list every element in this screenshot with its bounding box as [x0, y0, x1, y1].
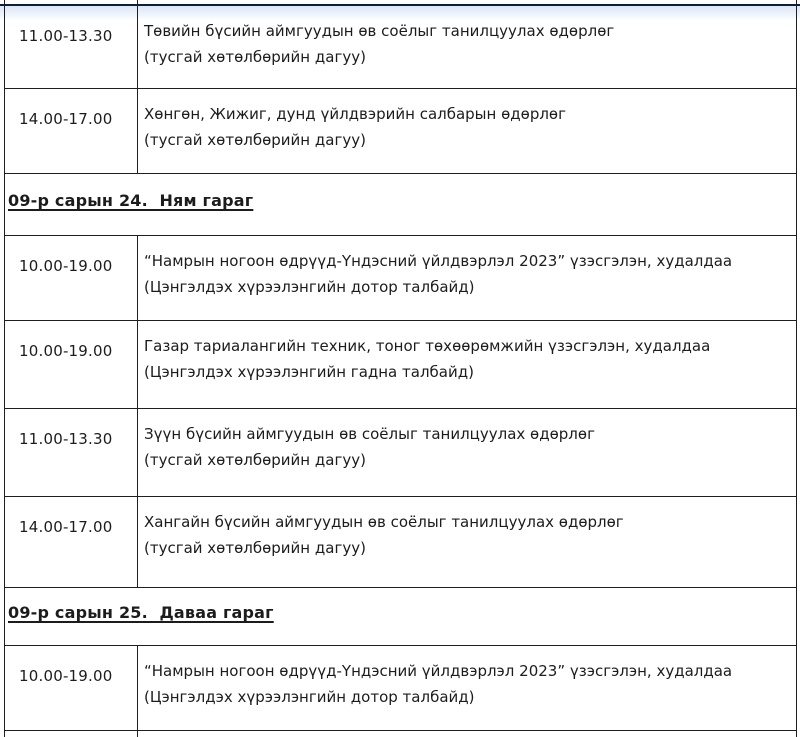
- event-title: Хангайн бүсийн аймгуудын өв соёлыг танилцуулах өдөрлөг: [144, 513, 624, 531]
- time-cell: 10.00-19.00: [5, 236, 138, 320]
- table-row: [5, 89, 796, 174]
- date-header-row: [5, 174, 796, 236]
- date-header-text: 09-р сарын 24. Ням гараг: [8, 191, 254, 210]
- event-note: (тусгай хөтөлбөрийн дагуу): [144, 48, 366, 66]
- event-title: Газар тариалангийн техник, тоног төхөөрөмжийн үзэсгэлэн, худалдаа: [144, 337, 711, 355]
- event-note: (тусгай хөтөлбөрийн дагуу): [144, 451, 366, 469]
- time-cell: 11.00-13.30: [5, 409, 138, 496]
- date-header-text: 09-р сарын 25. Даваа гараг: [8, 603, 274, 622]
- event-cell: [138, 497, 796, 587]
- time-cell: 14.00-17.00: [5, 497, 138, 587]
- time-cell: 10.00-19.00: [5, 321, 138, 408]
- time-cell: 11.00-13.30: [5, 6, 138, 88]
- event-cell: [138, 6, 796, 88]
- event-cell: [138, 236, 796, 320]
- table-row: [5, 646, 796, 731]
- event-title: Төвийн бүсийн аймгуудын өв соёлыг танилцуулах өдөрлөг: [144, 22, 615, 40]
- page-break-line: [0, 4, 800, 6]
- time-cell: 10.00-19.00: [5, 646, 138, 730]
- event-title: “Намрын ногоон өдрүүд-Үндэсний үйлдвэрлэл 2023” үзэсгэлэн, худалдаа: [144, 252, 733, 270]
- event-note: (тусгай хөтөлбөрийн дагуу): [144, 131, 366, 149]
- schedule-table: [4, 0, 797, 737]
- table-row: [5, 321, 796, 409]
- event-note: (Цэнгэлдэх хүрээлэнгийн гадна талбайд): [144, 363, 474, 381]
- event-note: (Цэнгэлдэх хүрээлэнгийн дотор талбайд): [144, 278, 475, 296]
- event-title: Зүүн бүсийн аймгуудын өв соёлыг танилцуулах өдөрлөг: [144, 425, 595, 443]
- table-row: [5, 409, 796, 497]
- event-cell: [138, 321, 796, 408]
- table-row: [5, 6, 796, 89]
- table-row: [5, 236, 796, 321]
- event-note: (тусгай хөтөлбөрийн дагуу): [144, 539, 366, 557]
- time-cell: [5, 731, 138, 737]
- event-cell: [138, 89, 796, 173]
- table-row-fragment-bottom: [5, 731, 796, 737]
- event-cell: [138, 646, 796, 730]
- event-cell: [138, 409, 796, 496]
- event-title: Хөнгөн, Жижиг, дунд үйлдвэрийн салбарын өдөрлөг: [144, 105, 566, 123]
- event-cell: [138, 731, 796, 737]
- table-row: [5, 497, 796, 588]
- event-note: (Цэнгэлдэх хүрээлэнгийн дотор талбайд): [144, 688, 475, 706]
- date-header-row: [5, 588, 796, 646]
- time-cell: 14.00-17.00: [5, 89, 138, 173]
- event-title: “Намрын ногоон өдрүүд-Үндэсний үйлдвэрлэл 2023” үзэсгэлэн, худалдаа: [144, 662, 733, 680]
